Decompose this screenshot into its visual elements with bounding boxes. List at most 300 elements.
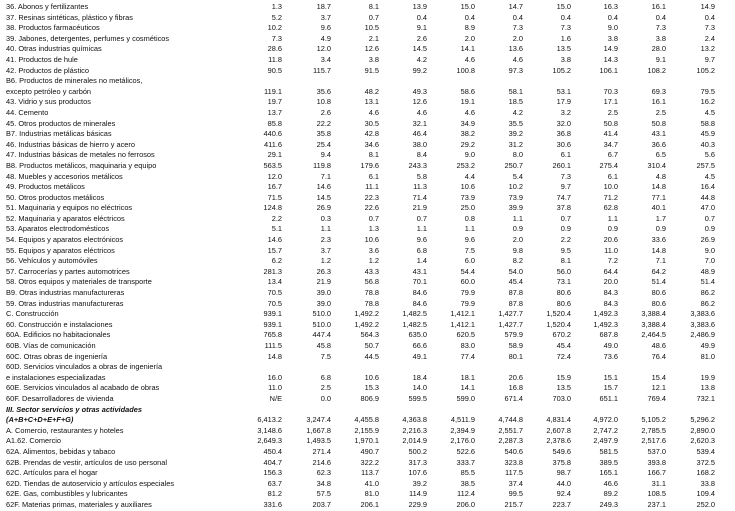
table-cell: 7.3 — [655, 23, 666, 33]
table-cell: 447.4 — [312, 330, 331, 340]
table-cell: 9.5 — [560, 245, 571, 255]
table-cell: 2.6 — [320, 107, 331, 117]
row-label: C. Construcción — [6, 309, 59, 319]
table-cell: 84.6 — [412, 288, 427, 298]
table-cell: 0.4 — [655, 12, 666, 22]
table-cell: 72.4 — [556, 351, 571, 361]
table-cell: 215.7 — [504, 499, 523, 509]
table-cell: 6,413.2 — [257, 415, 282, 425]
table-cell: 15.4 — [651, 372, 666, 382]
table-cell: 9.8 — [512, 245, 523, 255]
row-label: 46. Industrias básicas de hierro y acero — [6, 139, 135, 149]
table-cell: 43.3 — [364, 266, 379, 276]
table-cell: 1.1 — [512, 213, 523, 223]
table-cell: 78.8 — [364, 298, 379, 308]
row-label: 62B. Prendas de vestir, artículos de uso personal — [6, 457, 168, 467]
table-cell: 1,427.7 — [498, 309, 523, 319]
table-cell: 2,649.3 — [257, 436, 282, 446]
table-cell: 62.3 — [316, 468, 331, 478]
table-row — [6, 341, 731, 352]
table-cell: 564.3 — [360, 330, 379, 340]
table-cell: 38.2 — [460, 129, 475, 139]
table-cell: 3.6 — [368, 245, 379, 255]
table-cell: 70.1 — [412, 277, 427, 287]
table-cell: 14.3 — [603, 54, 618, 64]
table-cell: 84.6 — [412, 298, 427, 308]
table-cell: 13.2 — [700, 44, 715, 54]
row-label: B6. Productos de minerales no metálicos, — [6, 76, 143, 86]
table-cell: 806.9 — [360, 393, 379, 403]
table-cell: 43.1 — [651, 129, 666, 139]
table-cell: 99.5 — [508, 489, 523, 499]
table-cell: 70.5 — [267, 298, 282, 308]
table-cell: 2,014.9 — [402, 436, 427, 446]
table-row — [6, 87, 731, 98]
table-cell: 1,667.8 — [306, 425, 331, 435]
row-label: (A+B+C+D+E+F+G) — [6, 415, 74, 425]
table-cell: 13.4 — [267, 277, 282, 287]
table-cell: 35.8 — [316, 129, 331, 139]
table-cell: 20.6 — [508, 372, 523, 382]
table-cell: 12.6 — [364, 44, 379, 54]
table-cell: 71.2 — [603, 192, 618, 202]
table-cell: 2,155.9 — [354, 425, 379, 435]
table-cell: 7.3 — [271, 33, 282, 43]
table-cell: 32.0 — [556, 118, 571, 128]
table-cell: 2,287.3 — [498, 436, 523, 446]
table-cell: 1.1 — [464, 224, 475, 234]
table-cell: 5,105.2 — [641, 415, 666, 425]
table-cell: 2,486.9 — [690, 330, 715, 340]
table-cell: 2.0 — [464, 33, 475, 43]
table-cell: 500.2 — [408, 446, 427, 456]
table-cell: 81.0 — [700, 351, 715, 361]
table-row — [6, 23, 731, 34]
table-cell: 317.3 — [408, 457, 427, 467]
table-cell: 166.7 — [647, 468, 666, 478]
table-cell: 86.2 — [700, 288, 715, 298]
table-cell: 58.1 — [508, 86, 523, 96]
table-cell: 15.7 — [603, 383, 618, 393]
table-cell: 3,388.4 — [641, 309, 666, 319]
table-cell: 33.8 — [700, 478, 715, 488]
row-label: 41. Productos de hule — [6, 54, 78, 64]
table-cell: 105.2 — [552, 65, 571, 75]
table-cell: 9.6 — [320, 23, 331, 33]
row-label: 51. Maquinaria y equipos no eléctricos — [6, 203, 133, 213]
table-cell: 510.0 — [312, 319, 331, 329]
table-cell: 86.2 — [700, 298, 715, 308]
row-label: 57. Carrocerías y partes automotrices — [6, 266, 130, 276]
table-cell: 80.6 — [556, 298, 571, 308]
table-cell: 50.8 — [651, 118, 666, 128]
table-row — [6, 383, 731, 394]
table-cell: 13.6 — [508, 44, 523, 54]
table-cell: 12.1 — [651, 383, 666, 393]
table-cell: 14.8 — [267, 351, 282, 361]
row-label: e instalaciones especializadas — [6, 372, 106, 382]
table-row — [6, 415, 731, 426]
table-cell: 14.1 — [460, 383, 475, 393]
table-cell: 14.6 — [267, 235, 282, 245]
table-cell: 58.8 — [700, 118, 715, 128]
table-cell: 9.1 — [416, 23, 427, 33]
table-row — [6, 2, 731, 13]
table-cell: 2,785.5 — [641, 425, 666, 435]
table-cell: 3,148.6 — [257, 425, 282, 435]
table-cell: 4.2 — [416, 54, 427, 64]
table-cell: 114.9 — [409, 489, 427, 499]
table-cell: 7.1 — [320, 171, 331, 181]
table-cell: 250.7 — [504, 160, 523, 170]
table-cell: 45.8 — [316, 341, 331, 350]
table-cell: 206.1 — [360, 499, 379, 509]
table-row — [6, 426, 731, 437]
row-label: 55. Equipos y aparatos eléctricos — [6, 245, 115, 255]
table-cell: 39.0 — [316, 298, 331, 308]
table-cell: 1.3 — [271, 2, 282, 11]
table-cell: 83.0 — [460, 341, 475, 350]
table-cell: 10.6 — [364, 235, 379, 245]
table-cell: 10.6 — [460, 182, 475, 192]
table-cell: 87.8 — [508, 298, 523, 308]
table-cell: 44.5 — [364, 351, 379, 361]
table-row — [6, 97, 731, 108]
table-cell: 119.8 — [313, 160, 331, 170]
table-cell: 35.6 — [316, 86, 331, 96]
table-cell: 14.9 — [700, 2, 715, 11]
table-cell: 77.1 — [651, 192, 666, 202]
row-label: 49. Productos metálicos — [6, 182, 85, 192]
table-cell: 206.0 — [456, 499, 475, 509]
table-cell: 0.7 — [368, 213, 379, 223]
table-cell: 223.7 — [552, 499, 571, 509]
table-cell: 1.7 — [655, 213, 666, 223]
table-cell: 0.0 — [320, 393, 331, 403]
table-cell: 10.5 — [364, 23, 379, 33]
table-cell: 80.6 — [651, 298, 666, 308]
table-cell: 9.6 — [416, 235, 427, 245]
table-cell: 4.5 — [704, 107, 715, 117]
table-cell: 69.3 — [651, 86, 666, 96]
table-cell: 4,511.9 — [450, 415, 475, 425]
table-cell: 3.7 — [320, 12, 331, 22]
table-cell: 2,620.3 — [690, 436, 715, 446]
table-cell: 117.5 — [505, 468, 523, 478]
table-cell: 310.4 — [647, 160, 666, 170]
row-label: 40. Otras industrias químicas — [6, 44, 102, 54]
table-cell: 165.1 — [599, 468, 618, 478]
table-cell: 1.1 — [320, 224, 331, 234]
table-cell: 8.4 — [416, 150, 427, 160]
table-row — [6, 458, 731, 469]
table-row — [6, 129, 731, 140]
table-cell: 20.0 — [603, 277, 618, 287]
table-row — [6, 224, 731, 235]
table-cell: 15.1 — [603, 372, 618, 382]
table-cell: 36.8 — [556, 129, 571, 139]
table-cell: 92.4 — [556, 489, 571, 499]
table-cell: 2,394.9 — [450, 425, 475, 435]
table-cell: 9.1 — [655, 54, 666, 64]
table-cell: 56.0 — [556, 266, 571, 276]
table-cell: 43.1 — [412, 266, 427, 276]
table-row — [6, 55, 731, 66]
table-cell: 0.9 — [607, 224, 618, 234]
table-cell: 14.7 — [508, 2, 523, 11]
table-cell: 0.7 — [704, 213, 715, 223]
table-cell: 14.5 — [412, 44, 427, 54]
table-cell: 2,890.0 — [690, 425, 715, 435]
table-cell: 15.0 — [556, 2, 571, 11]
table-cell: 80.1 — [508, 351, 523, 361]
table-cell: 4,363.8 — [402, 415, 427, 425]
table-cell: 21.9 — [316, 277, 331, 287]
row-label: 60B. Vías de comunicación — [6, 341, 96, 350]
table-cell: 1,970.1 — [354, 436, 379, 446]
table-cell: 3.8 — [655, 33, 666, 43]
table-cell: 14.1 — [460, 44, 475, 54]
table-cell: 5.1 — [271, 224, 282, 234]
table-cell: 3.8 — [368, 54, 379, 64]
table-cell: 5.4 — [512, 171, 523, 181]
table-cell: 99.2 — [412, 65, 427, 75]
table-cell: 112.4 — [457, 489, 475, 499]
table-row — [6, 373, 731, 384]
table-cell: 372.5 — [696, 457, 715, 467]
row-label: 48. Muebles y accesorios metálicos — [6, 171, 123, 181]
table-row — [6, 256, 731, 267]
row-label: 60D. Servicios vinculados a obras de ingeniería — [6, 362, 163, 372]
table-cell: 41.4 — [603, 129, 618, 139]
table-cell: 13.8 — [700, 383, 715, 393]
table-cell: 0.9 — [560, 224, 571, 234]
table-cell: 2.5 — [320, 383, 331, 393]
table-cell: 3,388.4 — [641, 319, 666, 329]
table-cell: 31.1 — [651, 478, 666, 488]
table-row — [6, 203, 731, 214]
table-row — [6, 34, 731, 45]
table-cell: 14.8 — [651, 245, 666, 255]
table-cell: 18.1 — [460, 372, 475, 382]
table-cell: 1.1 — [607, 213, 618, 223]
row-label: 43. Vidrio y sus productos — [6, 97, 91, 107]
row-label: 47. Industrias básicas de metales no ferrosos — [6, 150, 155, 160]
table-cell: 6.8 — [416, 245, 427, 255]
table-cell: 703.0 — [552, 393, 571, 403]
table-cell: 249.3 — [599, 499, 618, 509]
table-cell: 203.7 — [312, 499, 331, 509]
table-cell: 108.2 — [647, 65, 666, 75]
table-cell: 539.4 — [696, 446, 715, 456]
table-cell: 37.8 — [556, 203, 571, 213]
table-cell: 11.3 — [413, 182, 427, 192]
table-cell: 2.6 — [416, 33, 427, 43]
table-cell: 0.4 — [560, 12, 571, 22]
table-row — [6, 246, 731, 257]
table-cell: 769.4 — [647, 393, 666, 403]
table-cell: 113.7 — [361, 468, 379, 478]
table-cell: 687.8 — [599, 330, 618, 340]
table-cell: 0.4 — [512, 12, 523, 22]
table-cell: 34.7 — [603, 139, 618, 149]
table-cell: 765.8 — [263, 330, 282, 340]
table-cell: 7.3 — [512, 23, 523, 33]
row-label: B9. Otras industrias manufactureras — [6, 288, 125, 298]
table-cell: 4.6 — [464, 107, 475, 117]
table-cell: 54.0 — [508, 266, 523, 276]
table-cell: 7.0 — [704, 256, 715, 266]
table-row — [6, 309, 731, 320]
table-cell: 36.6 — [651, 139, 666, 149]
table-cell: 6.0 — [464, 256, 475, 266]
table-cell: 563.5 — [263, 160, 282, 170]
table-cell: 1.3 — [368, 224, 379, 234]
table-row — [6, 150, 731, 161]
table-cell: 13.5 — [556, 44, 571, 54]
row-label: 58. Otros equipos y materiales de transporte — [6, 277, 152, 287]
table-cell: 40.3 — [700, 139, 715, 149]
table-cell: 70.3 — [603, 86, 618, 96]
table-cell: 30.6 — [556, 139, 571, 149]
table-cell: 620.5 — [456, 330, 475, 340]
statistics-table — [6, 2, 731, 511]
table-row — [6, 500, 731, 511]
table-cell: 168.2 — [696, 468, 715, 478]
table-cell: 4.8 — [655, 171, 666, 181]
table-cell: 8.0 — [512, 150, 523, 160]
table-cell: 3,383.6 — [690, 319, 715, 329]
table-cell: 40.1 — [651, 203, 666, 213]
row-label: 60C. Otras obras de ingeniería — [6, 351, 108, 361]
table-cell: 28.0 — [651, 44, 666, 54]
table-cell: 331.6 — [263, 499, 282, 509]
table-cell: 11.0 — [268, 383, 282, 393]
table-cell: 179.6 — [360, 160, 379, 170]
table-row — [6, 468, 731, 479]
table-cell: 79.5 — [700, 86, 715, 96]
table-cell: 81.2 — [267, 489, 282, 499]
table-cell: 2.0 — [512, 235, 523, 245]
table-cell: 87.8 — [508, 288, 523, 298]
table-cell: 0.7 — [368, 12, 379, 22]
table-cell: 5,296.2 — [690, 415, 715, 425]
table-cell: 4.6 — [416, 107, 427, 117]
table-row — [6, 394, 731, 405]
table-cell: 16.2 — [700, 97, 715, 107]
row-label: 38. Productos farmacéuticos — [6, 23, 100, 33]
table-cell: 4.5 — [704, 171, 715, 181]
table-cell: 46.6 — [603, 478, 618, 488]
table-cell: 9.0 — [704, 245, 715, 255]
table-row — [6, 479, 731, 490]
table-cell: 19.1 — [460, 97, 475, 107]
table-cell: 375.8 — [552, 457, 571, 467]
table-cell: 70.5 — [267, 288, 282, 298]
table-cell: 45.9 — [700, 129, 715, 139]
table-row — [6, 76, 731, 87]
table-row — [6, 330, 731, 341]
table-cell: 2.4 — [704, 33, 715, 43]
table-cell: 38.0 — [412, 139, 427, 149]
table-cell: 51.4 — [651, 277, 666, 287]
table-cell: 9.7 — [560, 182, 571, 192]
table-row — [6, 320, 731, 331]
row-label: B7. Industrias metálicas básicas — [6, 129, 112, 139]
table-cell: 85.5 — [460, 468, 475, 478]
table-cell: 18.4 — [412, 372, 427, 382]
table-cell: 49.1 — [412, 351, 427, 361]
table-row — [6, 235, 731, 246]
table-cell: 8.2 — [512, 256, 523, 266]
table-cell: 322.2 — [360, 457, 379, 467]
table-cell: 7.2 — [607, 256, 618, 266]
table-cell: 2,378.6 — [546, 436, 571, 446]
table-row — [6, 66, 731, 77]
table-cell: 237.1 — [647, 499, 666, 509]
table-cell: 78.8 — [364, 288, 379, 298]
table-cell: 13.7 — [267, 107, 282, 117]
table-cell: 599.5 — [408, 393, 427, 403]
table-cell: 22.2 — [316, 118, 331, 128]
table-cell: 37.4 — [508, 478, 523, 488]
table-cell: 939.1 — [263, 319, 282, 329]
table-cell: 275.4 — [599, 160, 618, 170]
table-cell: 323.8 — [504, 457, 523, 467]
table-cell: 2.5 — [655, 107, 666, 117]
table-cell: 14.5 — [316, 192, 331, 202]
table-cell: 1,492.2 — [354, 319, 379, 329]
table-cell: 7.3 — [704, 23, 715, 33]
table-cell: 15.9 — [556, 372, 571, 382]
table-cell: 12.0 — [267, 171, 282, 181]
table-cell: 22.3 — [364, 192, 379, 202]
table-cell: 651.1 — [599, 393, 618, 403]
table-cell: 90.5 — [267, 65, 282, 75]
table-cell: 1.1 — [416, 224, 427, 234]
table-cell: 89.2 — [603, 489, 618, 499]
table-cell: 48.6 — [651, 341, 666, 350]
table-cell: 411.6 — [264, 139, 282, 149]
table-cell: 9.0 — [464, 150, 475, 160]
table-cell: 6.8 — [320, 372, 331, 382]
table-cell: 14.6 — [316, 182, 331, 192]
table-cell: 71.4 — [412, 192, 427, 202]
table-cell: 1.6 — [560, 33, 571, 43]
table-cell: 3.7 — [320, 245, 331, 255]
table-cell: 579.9 — [504, 330, 523, 340]
table-cell: 17.1 — [603, 97, 618, 107]
table-cell: 537.0 — [647, 446, 666, 456]
table-cell: 33.6 — [651, 235, 666, 245]
table-cell: 9.0 — [607, 23, 618, 33]
table-cell: 66.6 — [412, 341, 427, 350]
table-cell: 109.4 — [696, 489, 715, 499]
table-row — [6, 288, 731, 299]
table-cell: 115.7 — [313, 65, 331, 75]
table-cell: 11.8 — [268, 54, 282, 64]
table-cell: 16.3 — [603, 2, 618, 11]
row-label: 60. Construcción e instalaciones — [6, 319, 113, 329]
table-cell: 8.1 — [368, 150, 379, 160]
table-cell: 1,492.3 — [593, 309, 618, 319]
table-cell: 50.7 — [364, 341, 379, 350]
table-cell: 84.3 — [603, 298, 618, 308]
table-cell: 7.1 — [655, 256, 666, 266]
row-label: 37. Resinas sintéticas, plástico y fibras — [6, 12, 133, 22]
table-cell: 599.0 — [456, 393, 475, 403]
table-cell: 2.1 — [368, 33, 379, 43]
